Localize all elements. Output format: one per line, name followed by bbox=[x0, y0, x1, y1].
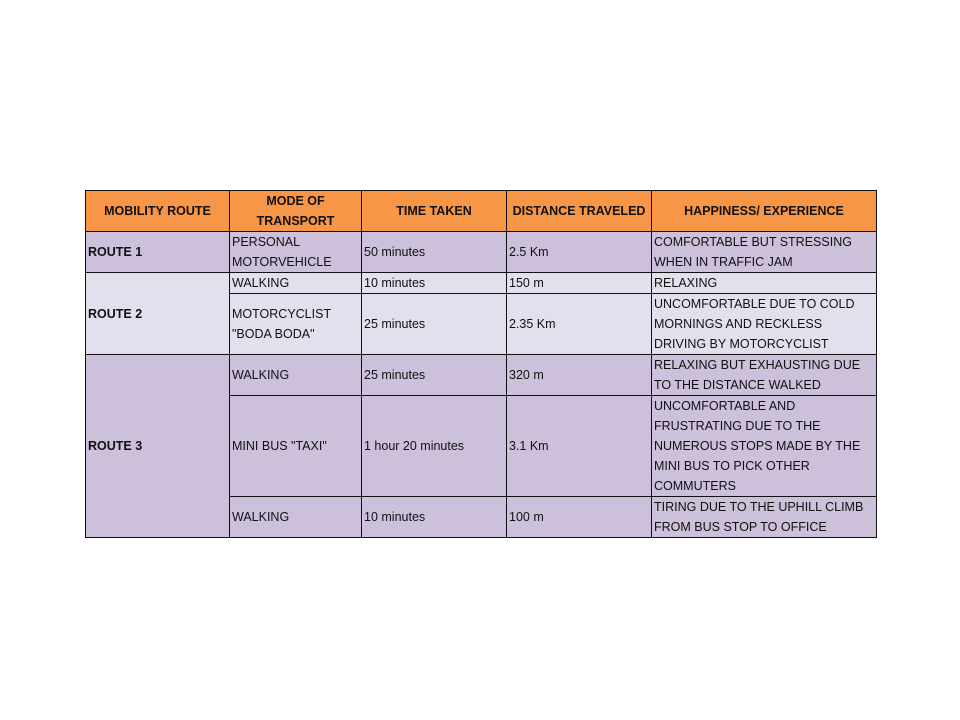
distance-cell: 2.5 Km bbox=[507, 232, 652, 273]
header-happiness-experience: HAPPINESS/ EXPERIENCE bbox=[652, 191, 877, 232]
distance-cell: 320 m bbox=[507, 355, 652, 396]
mobility-route-table bbox=[85, 190, 877, 538]
route-name-cell: ROUTE 2 bbox=[86, 273, 230, 355]
table-header-row bbox=[86, 191, 877, 232]
table-row bbox=[86, 273, 877, 294]
header-mode-of-transport: MODE OF TRANSPORT bbox=[230, 191, 362, 232]
time-cell: 25 minutes bbox=[362, 355, 507, 396]
mode-cell: WALKING bbox=[230, 497, 362, 538]
mode-cell: WALKING bbox=[230, 355, 362, 396]
header-mobility-route: MOBILITY ROUTE bbox=[86, 191, 230, 232]
mode-cell: PERSONAL MOTORVEHICLE bbox=[230, 232, 362, 273]
distance-cell: 3.1 Km bbox=[507, 396, 652, 497]
time-cell: 25 minutes bbox=[362, 294, 507, 355]
distance-cell: 150 m bbox=[507, 273, 652, 294]
table-row bbox=[86, 232, 877, 273]
experience-cell: TIRING DUE TO THE UPHILL CLIMB FROM BUS STOP TO OFFICE bbox=[652, 497, 877, 538]
route-name-cell: ROUTE 3 bbox=[86, 355, 230, 538]
distance-cell: 100 m bbox=[507, 497, 652, 538]
route-name-cell: ROUTE 1 bbox=[86, 232, 230, 273]
mode-cell: WALKING bbox=[230, 273, 362, 294]
experience-cell: RELAXING bbox=[652, 273, 877, 294]
header-time-taken: TIME TAKEN bbox=[362, 191, 507, 232]
time-cell: 1 hour 20 minutes bbox=[362, 396, 507, 497]
time-cell: 10 minutes bbox=[362, 273, 507, 294]
distance-cell: 2.35 Km bbox=[507, 294, 652, 355]
experience-cell: UNCOMFORTABLE AND FRUSTRATING DUE TO THE NUMEROUS STOPS MADE BY THE MINI BUS TO PICK OTHER COMMUTERS bbox=[652, 396, 877, 497]
time-cell: 10 minutes bbox=[362, 497, 507, 538]
time-cell: 50 minutes bbox=[362, 232, 507, 273]
experience-cell: RELAXING BUT EXHAUSTING DUE TO THE DISTANCE WALKED bbox=[652, 355, 877, 396]
table-row bbox=[86, 355, 877, 396]
mode-cell: MINI BUS "TAXI" bbox=[230, 396, 362, 497]
header-distance-traveled: DISTANCE TRAVELED bbox=[507, 191, 652, 232]
mode-cell: MOTORCYCLIST "BODA BODA" bbox=[230, 294, 362, 355]
experience-cell: UNCOMFORTABLE DUE TO COLD MORNINGS AND RECKLESS DRIVING BY MOTORCYCLIST bbox=[652, 294, 877, 355]
experience-cell: COMFORTABLE BUT STRESSING WHEN IN TRAFFIC JAM bbox=[652, 232, 877, 273]
